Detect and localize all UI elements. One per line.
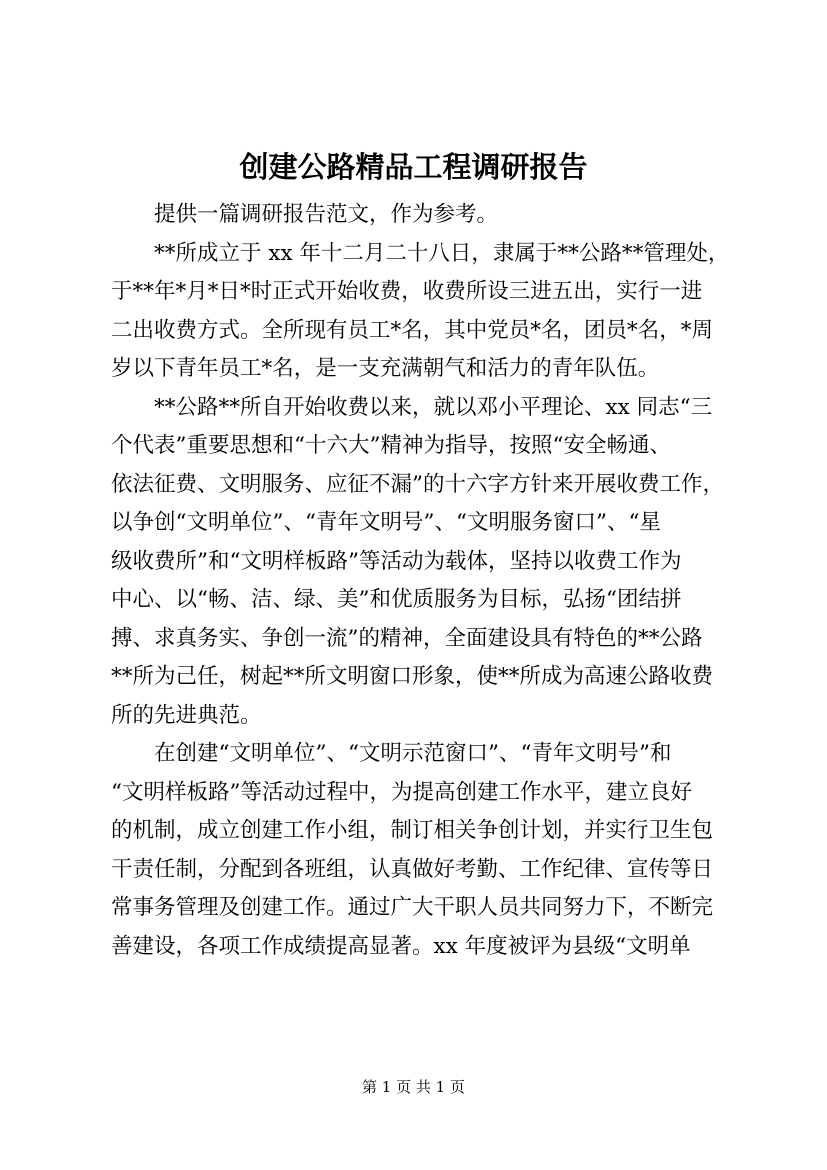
body-line: 个代表”重要思想和“十六大”精神为指导，按照“安全畅通、 bbox=[111, 433, 671, 458]
body-line: 岁以下青年员工*名，是一支充满朝气和活力的青年队伍。 bbox=[111, 356, 660, 381]
body-line: **所成立于 xx 年十二月二十八日，隶属于**公路**管理处， bbox=[154, 240, 730, 266]
body-line: 于**年*月*日*时正式开始收费，收费所设三进五出，实行一进 bbox=[111, 279, 703, 304]
document-body bbox=[111, 196, 730, 966]
body-line: 二出收费方式。全所现有员工*名，其中党员*名，团员*名，*周 bbox=[111, 317, 714, 343]
body-line: 以争创“文明单位”、“青年文明号”、“文明服务窗口”、“星 bbox=[111, 510, 661, 535]
body-line: 提供一篇调研报告范文，作为参考。 bbox=[154, 202, 499, 227]
body-line: **公路**所自开始收费以来，就以邓小平理论、xx 同志“三 bbox=[154, 394, 713, 420]
body-line: 干责任制，分配到各班组，认真做好考勤、工作纪律、宣传等日 bbox=[111, 856, 714, 882]
body-line: 所的先进典范。 bbox=[111, 702, 262, 728]
body-line: 中心、以“畅、洁、绿、美”和优质服务为目标，弘扬“团结拼 bbox=[111, 587, 682, 612]
body-line: 依法征费、文明服务、应征不漏”的十六字方针来开展收费工作， bbox=[111, 471, 724, 497]
body-line: 善建设，各项工作成绩提高显著。xx 年度被评为县级“文明单 bbox=[111, 933, 691, 959]
body-line: 级收费所”和“文明样板路”等活动为载体，坚持以收费工作为 bbox=[111, 548, 682, 574]
body-line: 在创建“文明单位”、“文明示范窗口”、“青年文明号”和 bbox=[154, 741, 672, 766]
body-line: 搏、求真务实、争创一流”的精神，全面建设具有特色的**公路 bbox=[111, 625, 703, 651]
body-line: 的机制，成立创建工作小组，制订相关争创计划，并实行卫生包 bbox=[111, 818, 714, 843]
body-line: “文明样板路”等活动过程中，为提高创建工作水平，建立良好 bbox=[111, 779, 692, 805]
body-line: 常事务管理及创建工作。通过广大干职人员共同努力下，不断完 bbox=[111, 895, 714, 920]
page-number-footer: 第 1 页 共 1 页 bbox=[362, 1078, 465, 1096]
body-line: **所为己任，树起**所文明窗口形象，使**所成为高速公路收费 bbox=[111, 664, 714, 689]
document-title: 创建公路精品工程调研报告 bbox=[239, 150, 588, 184]
